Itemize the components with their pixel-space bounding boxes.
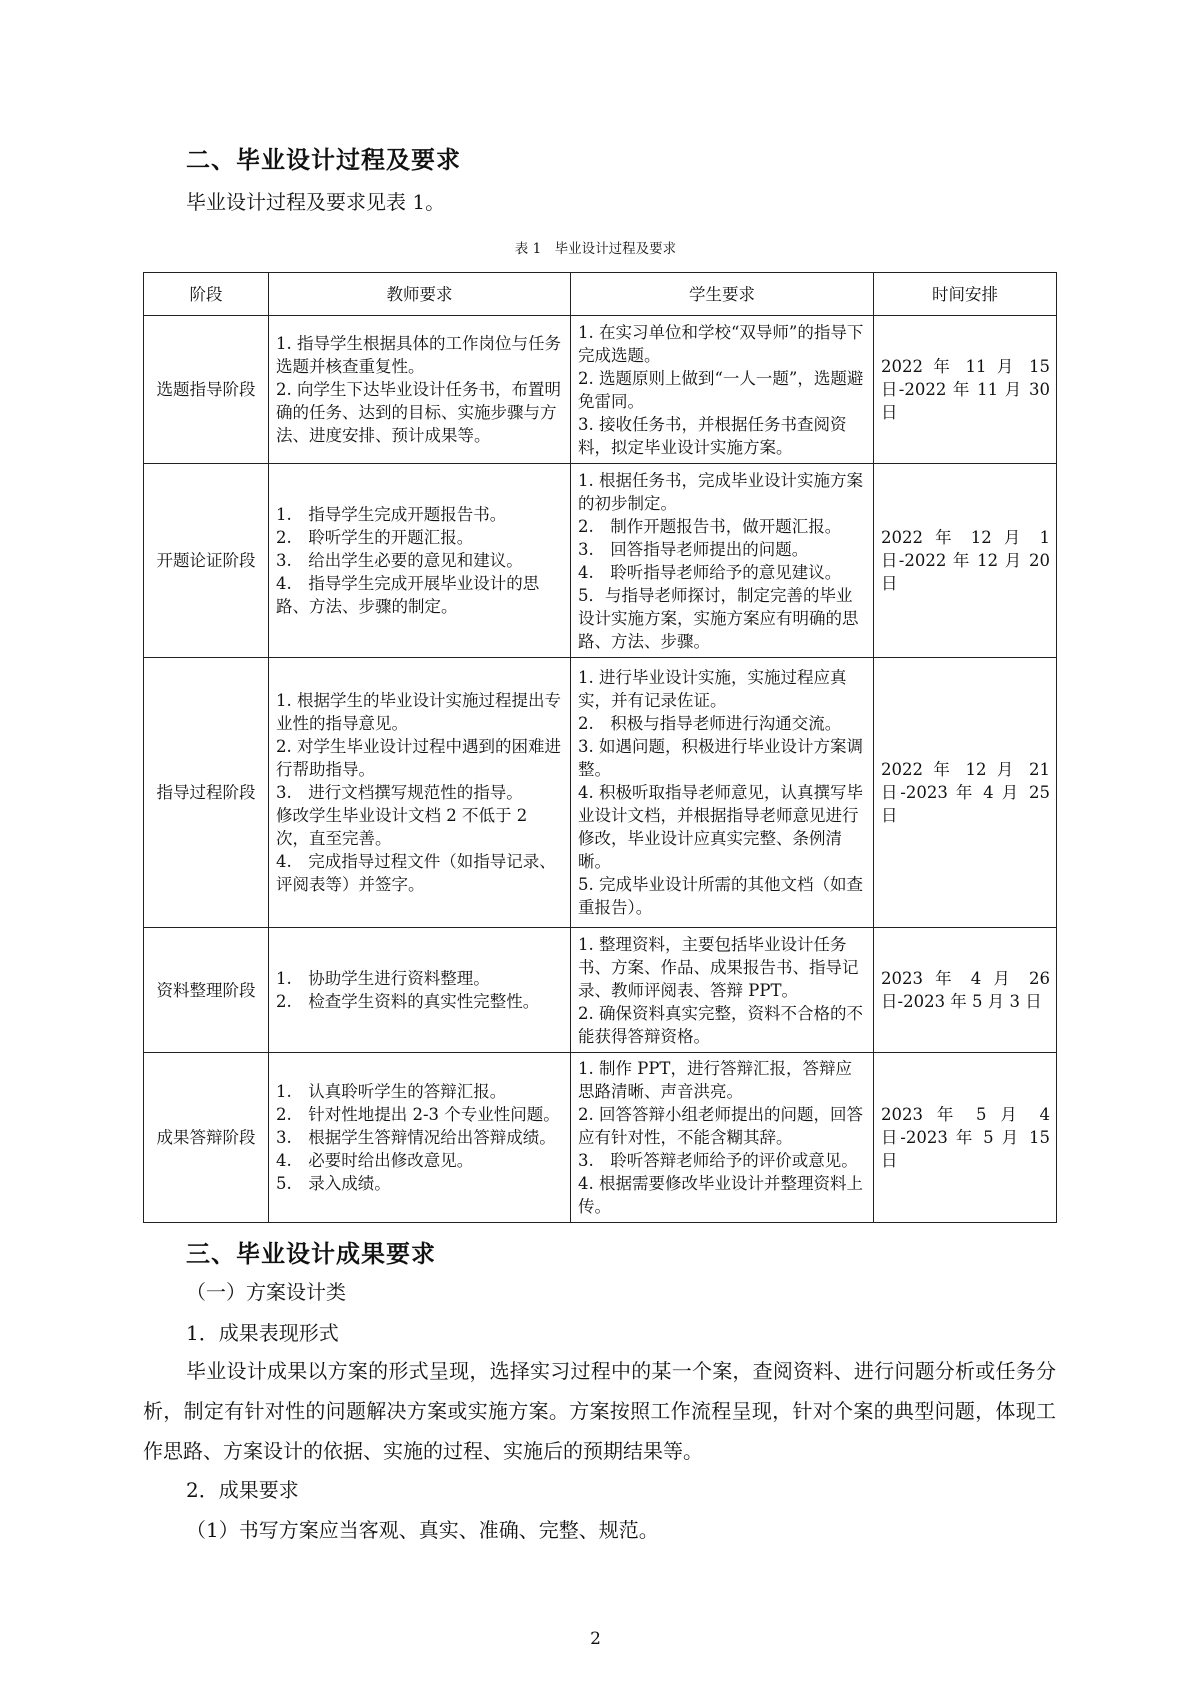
- section3-requirement1: （1）书写方案应当客观、真实、准确、完整、规范。: [186, 1518, 659, 1542]
- teacher-item: 4. 完成指导过程文件（如指导记录、评阅表等）并签字。: [276, 852, 556, 894]
- teacher-item: 1. 指导学生完成开题报告书。: [276, 505, 507, 524]
- section3-paragraph: 毕业设计成果以方案的形式呈现，选择实习过程中的某一个案，查阅资料、进行问题分析或任务分析，制定有针对性的问题解决方案或实施方案。方案按照工作流程呈现，针对个案的典型问题，体现工作思路、方案设计的依据、实施的过程、实施后的预期结果等。: [143, 1359, 1056, 1463]
- student-item: 4. 积极听取指导老师意见，认真撰写毕业设计文档，并根据指导老师意见进行修改，毕业设计应真实完整、条例清晰。: [578, 783, 863, 871]
- teacher-item: 2. 针对性地提出 2-3 个专业性问题。: [276, 1105, 560, 1124]
- time-cell: 2022 年 11 月 15 日-2022 年 11 月 30 日: [874, 316, 1057, 464]
- student-item: 2. 确保资料真实完整，资料不合格的不能获得答辩资格。: [578, 1003, 863, 1046]
- student-item: 3. 如遇问题，积极进行毕业设计方案调整。: [578, 737, 863, 779]
- teacher-item: 1. 认真聆听学生的答辩汇报。: [276, 1082, 507, 1101]
- table-row: [144, 928, 1057, 1053]
- table-header-row: [144, 273, 1057, 316]
- teacher-item: 5. 录入成绩。: [276, 1174, 391, 1193]
- student-item: 1. 在实习单位和学校“双导师”的指导下完成选题。: [578, 322, 864, 365]
- teacher-cell: [269, 464, 571, 658]
- teacher-cell: [269, 928, 571, 1053]
- teacher-item: 2. 对学生毕业设计过程中遇到的困难进行帮助指导。: [276, 737, 561, 779]
- student-item: 4. 根据需要修改毕业设计并整理资料上传。: [578, 1174, 863, 1216]
- student-item: 3. 聆听答辩老师给予的评价或意见。: [578, 1151, 858, 1170]
- teacher-item: 1. 根据学生的毕业设计实施过程提出专业性的指导意见。: [276, 691, 561, 733]
- student-item: 1. 整理资料，主要包括毕业设计任务书、方案、作品、成果报告书、指导记录、教师评阅表、答辩 PPT。: [578, 934, 859, 1000]
- student-item: 1. 进行毕业设计实施，实施过程应真实，并有记录佐证。: [578, 668, 847, 710]
- stage-cell: 指导过程阶段: [144, 658, 269, 928]
- section2-intro: 毕业设计过程及要求见表 1。: [186, 190, 446, 214]
- teacher-cell: [269, 316, 571, 464]
- section3-subheading: （一）方案设计类: [186, 1280, 346, 1304]
- student-item: 2. 选题原则上做到“一人一题”，选题避免雷同。: [578, 368, 864, 411]
- table-row: [144, 1053, 1057, 1223]
- teacher-item: 4. 指导学生完成开展毕业设计的思路、方法、步骤的制定。: [276, 574, 540, 616]
- table-row: [144, 316, 1057, 464]
- stage-cell: 选题指导阶段: [144, 316, 269, 464]
- teacher-item: 4. 必要时给出修改意见。: [276, 1151, 474, 1170]
- time-cell: 2023 年 4 月 26 日-2023 年 5 月 3 日: [874, 928, 1057, 1053]
- student-item: 1. 根据任务书，完成毕业设计实施方案的初步制定。: [578, 470, 863, 513]
- student-cell: [571, 464, 874, 658]
- student-item: 5. 完成毕业设计所需的其他文档（如查重报告）。: [578, 875, 863, 917]
- teacher-cell: [269, 658, 571, 928]
- student-item: 1. 制作 PPT，进行答辩汇报，答辩应思路清晰、声音洪亮。: [578, 1059, 852, 1101]
- student-cell: [571, 658, 874, 928]
- teacher-item: 2. 向学生下达毕业设计任务书，布置明确的任务、达到的目标、实施步骤与方法、进度安排、预计成果等。: [276, 380, 561, 445]
- section2-heading: 二、毕业设计过程及要求: [186, 146, 461, 174]
- section3-item1: 1．成果表现形式: [186, 1321, 339, 1345]
- process-table: [143, 272, 1057, 1223]
- student-item: 2. 积极与指导老师进行沟通交流。: [578, 714, 842, 733]
- teacher-cell: [269, 1053, 571, 1223]
- student-item: 4. 聆听指导老师给予的意见建议。: [578, 562, 842, 582]
- teacher-item: 3. 给出学生必要的意见和建议。: [276, 551, 523, 570]
- header-stage: 阶段: [144, 273, 269, 316]
- section3-item2: 2．成果要求: [186, 1478, 299, 1502]
- stage-cell: 成果答辩阶段: [144, 1053, 269, 1223]
- student-cell: [571, 1053, 874, 1223]
- header-teacher: 教师要求: [269, 273, 571, 316]
- teacher-item: 2. 检查学生资料的真实性完整性。: [276, 992, 540, 1011]
- teacher-item: 1. 协助学生进行资料整理。: [276, 969, 490, 988]
- table-row: [144, 464, 1057, 658]
- student-cell: [571, 928, 874, 1053]
- teacher-item: 3. 根据学生答辩情况给出答辩成绩。: [276, 1128, 556, 1147]
- teacher-item: 3. 进行文档撰写规范性的指导。: [276, 783, 523, 802]
- student-item: 2. 回答答辩小组老师提出的问题，回答应有针对性，不能含糊其辞。: [578, 1105, 863, 1147]
- section3-heading: 三、毕业设计成果要求: [186, 1240, 436, 1268]
- stage-cell: 资料整理阶段: [144, 928, 269, 1053]
- student-item: 3. 回答指导老师提出的问题。: [578, 539, 809, 559]
- teacher-item: 修改学生毕业设计文档 2 不低于 2 次，直至完善。: [276, 806, 528, 848]
- teacher-item: 2. 聆听学生的开题汇报。: [276, 528, 474, 547]
- stage-cell: 开题论证阶段: [144, 464, 269, 658]
- time-cell: 2022 年 12 月 21 日-2023 年 4 月 25 日: [874, 658, 1057, 928]
- student-item: 2. 制作开题报告书，做开题汇报。: [578, 516, 842, 536]
- time-cell: 2022 年 12 月 1 日-2022 年 12 月 20 日: [874, 464, 1057, 658]
- time-cell: 2023 年 5 月 4 日-2023 年 5 月 15 日: [874, 1053, 1057, 1223]
- header-time: 时间安排: [874, 273, 1057, 316]
- table-caption: 表 1 毕业设计过程及要求: [514, 241, 677, 257]
- page-number: 2: [590, 1629, 601, 1649]
- table-row: [144, 658, 1057, 928]
- student-item: 5．与指导老师探讨，制定完善的毕业设计实施方案，实施方案应有明确的思路、方法、步骤。: [578, 585, 859, 651]
- student-item: 3. 接收任务书，并根据任务书查阅资料，拟定毕业设计实施方案。: [578, 414, 847, 457]
- teacher-item: 1. 指导学生根据具体的工作岗位与任务选题并核查重复性。: [276, 334, 561, 376]
- student-cell: [571, 316, 874, 464]
- header-student: 学生要求: [571, 273, 874, 316]
